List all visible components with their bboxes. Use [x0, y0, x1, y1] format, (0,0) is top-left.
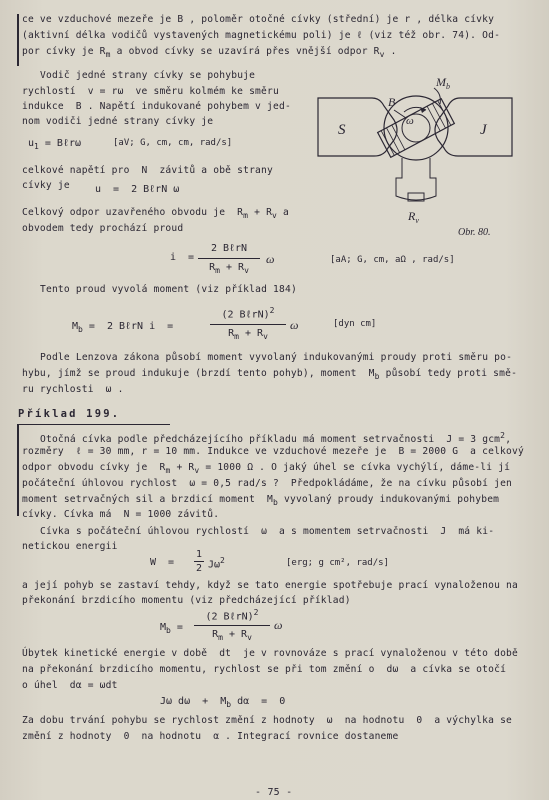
equation-mb-numerator: (2 BℓrN)$^2$ [221, 306, 275, 321]
para9-line-1: Úbytek kinetické energie v době dt je v rovnováze s prací vynaloženou v této době [22, 648, 519, 659]
equation-w-fraction-bar [194, 561, 204, 562]
equation-i-lhs: i = [170, 252, 195, 263]
example-title: Příklad 199. [18, 408, 121, 420]
para1-line-4: nom vodiči jedné strany cívky je [22, 116, 214, 127]
para6-line-1: Otočná cívka podle předcházejícího příkladu má moment setrvačnosti J = 3 gcm$^2$, [40, 431, 512, 446]
intro-line-2: (aktivní délka vodičů vystavených magnetickému poli) je ℓ (viz též obr. 74). Od- [22, 30, 501, 41]
equation-u-total: u = 2 BℓrN ω [95, 184, 180, 195]
equation-w-rest: $J\omega^2$ [208, 556, 225, 571]
equation-mb2-omega: ω [274, 618, 283, 632]
equation-mb-denominator: $R_m + R_v$ [228, 328, 268, 341]
para2-line-1: celkové napětí pro N závitů a obě strany [22, 165, 273, 176]
para6-line-2: rozměry ℓ = 30 mm, r = 10 mm. Indukce ve vzduchové mezeře je B = 2000 G a celkový [22, 446, 524, 457]
para1-line-1: Vodič jedné strany cívky se pohybuje [40, 70, 256, 81]
para10-line-1: Za dobu trvání pohybu se rychlost změní z hodnoty ω na hodnotu 0 a výchylka se [22, 715, 513, 726]
intro-line-1: ce ve vzduchové mezeře je B , poloměr otočné cívky (střední) je r , délka cívky [22, 14, 495, 25]
equation-w-lhs: W = [150, 557, 175, 568]
equation-i-units: [aA; G, cm, aΩ , rad/s] [330, 255, 455, 265]
para2-line-2: cívky je [22, 180, 70, 191]
figure-caption: Obr. 80. [458, 227, 491, 238]
label-b: B [388, 95, 396, 109]
para1-line-2: rychlostí v = rω ve směru kolmém ke směru [22, 86, 279, 97]
para7-line-2: netickou energii [22, 541, 118, 552]
resistor-loop [396, 190, 436, 200]
equation-differential: Jω $d\omega + M_b$ dα = 0 [160, 696, 286, 709]
lead-wire-left [396, 158, 402, 190]
para10-line-2: změní z hodnoty 0 na hodnotu α . Integrací rovnice dostaneme [22, 731, 399, 742]
label-j: J [480, 122, 487, 138]
equation-mb-omega: ω [290, 318, 299, 332]
equation-i-numerator: 2 BℓrN [210, 243, 248, 254]
para3-line-2: obvodem tedy prochází proud [22, 223, 184, 234]
margin-rule [17, 14, 19, 66]
example-margin-rule [17, 424, 19, 516]
equation-i-omega: ω [266, 252, 275, 266]
label-mb: $M_b$ [436, 75, 450, 91]
equation-mb-units: [dyn cm] [333, 319, 377, 329]
para6-line-5: moment setrvačných sil a brzdicí moment $M_b$ vyvolaný proudy indukovanými pohybem [22, 494, 500, 507]
equation-w-denominator: 2 [195, 563, 203, 574]
para1-line-3: indukce B . Napětí indukované pohybem v jed- [22, 101, 291, 112]
equation-mb2-numerator: (2 BℓrN)$^2$ [205, 608, 259, 623]
para5-line-1: Podle Lenzova zákona působí moment vyvolaný indukovanými proudy proti směru po- [40, 352, 513, 363]
para3-line-1: Celkový odpor uzavřeného obvodu je $R_m + R_v$ a [22, 207, 290, 220]
para7-line-1: Cívka s počáteční úhlovou rychlostí ω a s momentem setrvačnosti J má ki- [40, 526, 495, 537]
figure-80 [310, 70, 520, 240]
equation-w-units: [erg; g cm², rad/s] [286, 558, 389, 568]
intro-line-3: por cívky je $R_m$ a obvod cívky se uzavírá přes vnější odpor $R_v$ . [22, 46, 397, 59]
para8-line-1: a její pohyb se zastaví tehdy, když se tato energie spotřebuje prací vynaloženou na [22, 580, 519, 591]
para5-line-3: ru rychlosti ω . [22, 384, 124, 395]
page-number: - 75 - [255, 787, 293, 798]
para9-line-3: o úhel dα = ωdt [22, 680, 118, 691]
label-s: S [338, 122, 346, 138]
b-arrow [394, 110, 406, 118]
para4-line-1: Tento proud vyvolá moment (viz příklad 184) [40, 284, 297, 295]
para8-line-2: překonání brzdicího momentu (viz předcházející příklad) [22, 595, 351, 606]
equation-mb2-fraction-bar [194, 625, 270, 626]
example-title-underline [18, 424, 170, 425]
equation-u1: $u_1$ = Bℓrω [28, 138, 81, 151]
para5-line-2: hybu, jímž se proud indukuje (brzdí tento pohyb), moment $M_b$ působí tedy proti smě- [22, 368, 518, 381]
equation-mb-lhs: $M_b = 2$ BℓrN i = [72, 321, 174, 334]
label-rv: $R_v$ [408, 209, 419, 225]
label-omega: ω [406, 115, 414, 127]
equation-u1-units: [aV; G, cm, cm, rad/s] [113, 138, 233, 148]
equation-mb2-lhs: $M_b$ = [160, 622, 183, 635]
lead-wire-right [430, 158, 436, 190]
equation-i-denominator: $R_m + R_v$ [209, 262, 249, 275]
para6-line-6: cívky. Cívka má N = 1000 závitů. [22, 509, 220, 520]
equation-w-numerator: 1 [195, 549, 203, 560]
para9-line-2: na překonání brzdicího momentu, rychlost se při tom změní o dω a cívka se otočí [22, 664, 507, 675]
equation-mb2-denominator: $R_m + R_v$ [212, 629, 252, 642]
equation-mb-fraction-bar [210, 324, 286, 325]
para6-line-3: odpor obvodu cívky je $R_m + R_v = 1000$ Ω . O jaký úhel se cívka vychýlí, dáme-li jí [22, 462, 511, 475]
para6-line-4: počáteční úhlovou rychlost ω = 0,5 rad/s ? Předpokládáme, že na cívku působí jen [22, 478, 513, 489]
equation-i-fraction-bar [198, 258, 260, 259]
